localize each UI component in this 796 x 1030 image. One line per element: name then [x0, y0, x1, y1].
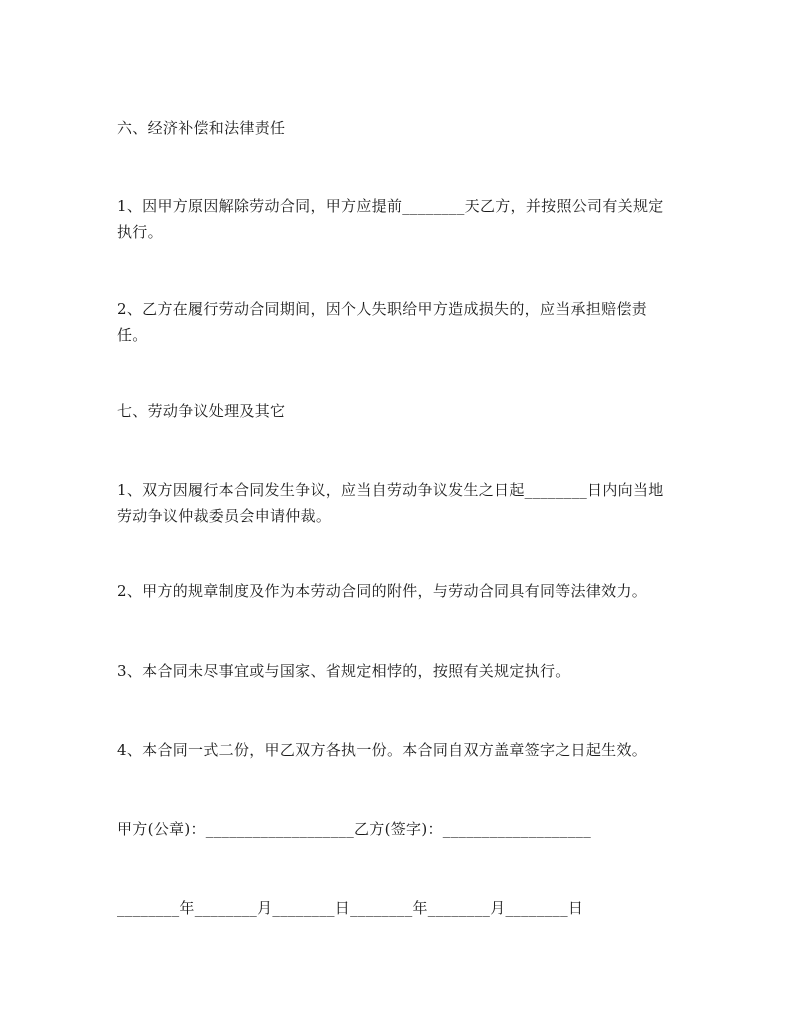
section-6-item-1-line-1: 1、因甲方原因解除劳动合同，甲方应提前________天乙方，并按照公司有关规定 [117, 197, 664, 215]
section-7-item-1-line-2: 劳动争议仲裁委员会申请仲裁。 [117, 507, 332, 525]
date-line: ________年________月________日________年________月________日 [117, 899, 584, 917]
section-7-heading: 七、劳动争议处理及其它 [117, 402, 286, 420]
section-6-heading: 六、经济补偿和法律责任 [117, 119, 286, 137]
section-7-item-1-line-1: 1、双方因履行本合同发生争议，应当自劳动争议发生之日起________日内向当地 [117, 481, 664, 499]
section-6-item-1-line-2: 执行。 [117, 223, 163, 241]
section-6-item-2-line-1: 2、乙方在履行劳动合同期间，因个人失职给甲方造成损失的，应当承担赔偿责 [117, 300, 648, 318]
section-7-item-4: 4、本合同一式二份，甲乙双方各执一份。本合同自双方盖章签字之日起生效。 [117, 741, 648, 759]
section-7-item-2: 2、甲方的规章制度及作为本劳动合同的附件，与劳动合同具有同等法律效力。 [117, 582, 648, 600]
section-6-item-2-line-2: 任。 [117, 326, 148, 344]
signature-line: 甲方(公章)：___________________乙方(签字)：___________________ [117, 820, 592, 838]
section-7-item-3: 3、本合同未尽事宜或与国家、省规定相悖的，按照有关规定执行。 [117, 662, 571, 680]
